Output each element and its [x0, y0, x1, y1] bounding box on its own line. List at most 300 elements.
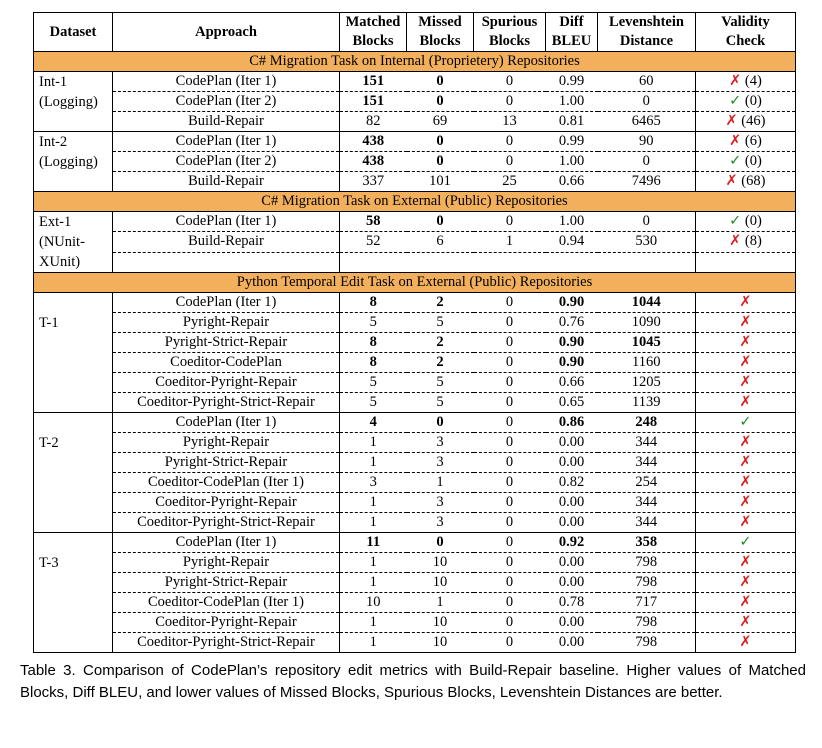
spurious-blocks-cell: 0	[474, 613, 546, 633]
check-icon: ✓	[729, 213, 742, 230]
spurious-blocks-cell: 0	[474, 313, 546, 333]
validity-cell	[696, 152, 796, 172]
check-icon: ✓	[729, 93, 742, 109]
section-title: C# Migration Task on Internal (Proprietery) Repositories	[34, 52, 796, 72]
diff-bleu-cell: 0.90	[558, 294, 585, 310]
validity-cell	[696, 132, 796, 152]
column-header-line: Matched	[345, 14, 401, 30]
spurious-blocks-cell: 0	[474, 132, 546, 152]
cross-icon: ✗	[739, 374, 752, 390]
diff-bleu-cell: 0.90	[546, 333, 598, 353]
column-header-line: Levenshtein	[609, 14, 684, 30]
levenshtein-cell: 798	[598, 613, 696, 633]
cross-icon: ✗	[739, 454, 752, 470]
diff-bleu-cell: 0.00	[546, 553, 598, 573]
spurious-blocks-cell: 0	[474, 593, 546, 613]
dataset-label-line: (NUnit-	[39, 234, 85, 250]
approach-cell: CodePlan (Iter 1)	[113, 132, 340, 152]
levenshtein-cell: 1205	[598, 373, 696, 393]
matched-blocks-cell: 10	[340, 593, 407, 613]
spurious-blocks-cell: 0	[474, 433, 546, 453]
approach-cell: Coeditor-Pyright-Strict-Repair	[113, 393, 340, 413]
table-row	[34, 433, 796, 453]
missed-blocks-cell: 1	[407, 593, 474, 613]
table-row	[34, 533, 796, 553]
approach-cell: Pyright-Strict-Repair	[113, 573, 340, 593]
column-header-line: Diff	[559, 14, 584, 30]
spurious-blocks-cell: 0	[474, 633, 546, 653]
diff-bleu-cell: 0.86	[546, 413, 598, 433]
matched-blocks-cell: 438	[340, 152, 407, 172]
table-row	[34, 172, 796, 192]
levenshtein-cell: 798	[598, 573, 696, 593]
table-row	[34, 373, 796, 393]
validity-cell	[696, 252, 796, 272]
levenshtein-cell: 1044	[631, 294, 661, 310]
validity-count: (0)	[741, 213, 762, 230]
approach-cell: Build-Repair	[113, 232, 340, 252]
diff-bleu-cell: 0.00	[546, 573, 598, 593]
validity-count: (68)	[737, 173, 766, 189]
levenshtein-cell: 798	[598, 633, 696, 653]
matched-blocks-cell: 1	[340, 513, 407, 533]
dataset-label-line	[39, 533, 109, 553]
table-row	[34, 553, 796, 573]
section-title: C# Migration Task on External (Public) Repositories	[34, 192, 796, 212]
levenshtein-cell: 344	[598, 513, 696, 533]
column-header	[598, 13, 696, 52]
diff-bleu-cell: 1.00	[558, 213, 585, 230]
spurious-blocks-cell: 0	[474, 533, 546, 553]
table-row	[34, 212, 796, 232]
table-row	[34, 493, 796, 513]
table-row	[34, 633, 796, 653]
approach-cell: CodePlan (Iter 2)	[113, 152, 340, 172]
matched-blocks-cell	[340, 252, 407, 272]
cross-icon: ✗	[739, 394, 752, 410]
missed-blocks-cell: 5	[407, 313, 474, 333]
table-row	[34, 232, 796, 252]
missed-blocks-cell: 10	[407, 553, 474, 573]
diff-bleu-cell: 0.92	[546, 533, 598, 553]
diff-bleu-cell: 0.00	[546, 613, 598, 633]
missed-blocks-cell: 1	[407, 473, 474, 493]
column-header-line: Blocks	[352, 33, 394, 49]
approach-cell: CodePlan (Iter 1)	[175, 73, 277, 89]
cross-icon: ✗	[739, 334, 752, 350]
column-header-line: Distance	[619, 33, 674, 49]
matched-blocks-cell: 337	[340, 172, 407, 192]
missed-blocks-cell: 5	[407, 373, 474, 393]
matched-blocks-cell: 1	[340, 553, 407, 573]
spurious-blocks-cell: 1	[474, 232, 546, 252]
approach-cell: Coeditor-Pyright-Repair	[113, 613, 340, 633]
missed-blocks-cell: 0	[436, 213, 444, 230]
dataset-cell	[34, 293, 113, 413]
dataset-cell	[34, 72, 113, 132]
approach-cell: Build-Repair	[113, 112, 340, 132]
cross-icon: ✗	[739, 594, 752, 610]
spurious-blocks-cell: 13	[474, 112, 546, 132]
missed-blocks-cell: 69	[407, 112, 474, 132]
diff-bleu-cell: 0.94	[546, 232, 598, 252]
approach-cell: Pyright-Repair	[113, 553, 340, 573]
approach-cell: CodePlan (Iter 1)	[175, 294, 277, 310]
column-header-line: Check	[725, 33, 766, 49]
matched-blocks-cell: 1	[340, 633, 407, 653]
approach-cell	[113, 252, 340, 272]
approach-cell: Pyright-Repair	[113, 433, 340, 453]
validity-cell	[696, 633, 796, 653]
validity-cell	[696, 393, 796, 413]
spurious-blocks-cell: 0	[474, 473, 546, 493]
approach-cell: Coeditor-Pyright-Repair	[113, 373, 340, 393]
check-icon: ✓	[739, 534, 752, 550]
table-row	[34, 152, 796, 172]
section-header-row	[34, 273, 796, 293]
validity-cell	[696, 413, 796, 433]
spurious-blocks-cell: 0	[474, 493, 546, 513]
validity-cell	[696, 453, 796, 473]
approach-cell: CodePlan (Iter 1)	[113, 413, 340, 433]
table-row	[34, 613, 796, 633]
validity-count: (4)	[741, 73, 762, 89]
table-row	[34, 573, 796, 593]
table-row	[34, 293, 796, 313]
validity-cell	[696, 293, 796, 313]
column-header	[474, 13, 546, 52]
column-header	[340, 13, 407, 52]
missed-blocks-cell: 3	[407, 493, 474, 513]
validity-cell	[696, 613, 796, 633]
spurious-blocks-cell: 0	[474, 453, 546, 473]
table-row	[34, 513, 796, 533]
matched-blocks-cell: 5	[340, 373, 407, 393]
matched-blocks-cell: 8	[340, 333, 407, 353]
cross-icon: ✗	[729, 133, 742, 149]
matched-blocks-cell: 3	[340, 473, 407, 493]
matched-blocks-cell: 1	[340, 573, 407, 593]
validity-cell	[696, 373, 796, 393]
missed-blocks-cell: 2	[407, 333, 474, 353]
column-header-line: Spurious	[481, 14, 538, 30]
cross-icon: ✗	[725, 173, 738, 189]
diff-bleu-cell: 0.00	[546, 433, 598, 453]
spurious-blocks-cell: 0	[505, 213, 514, 230]
column-header-line: Blocks	[488, 33, 531, 49]
diff-bleu-cell: 0.81	[546, 112, 598, 132]
approach-cell: Build-Repair	[113, 172, 340, 192]
dataset-cell	[34, 132, 113, 192]
spurious-blocks-cell: 25	[474, 172, 546, 192]
cross-icon: ✗	[739, 474, 752, 490]
validity-count: (0)	[741, 93, 762, 109]
matched-blocks-cell: 4	[340, 413, 407, 433]
matched-blocks-cell: 58	[340, 212, 407, 232]
missed-blocks-cell: 101	[407, 172, 474, 192]
matched-blocks-cell: 5	[340, 393, 407, 413]
table-row	[34, 593, 796, 613]
cross-icon: ✗	[739, 634, 752, 650]
spurious-blocks-cell: 0	[474, 393, 546, 413]
approach-cell: Coeditor-Pyright-Repair	[113, 493, 340, 513]
missed-blocks-cell: 3	[407, 433, 474, 453]
approach-cell: Coeditor-CodePlan	[113, 353, 340, 373]
levenshtein-cell: 254	[598, 473, 696, 493]
cross-icon: ✗	[739, 554, 752, 570]
dataset-label-line: Int-1	[39, 74, 68, 90]
approach-cell: Coeditor-Pyright-Strict-Repair	[113, 633, 340, 653]
missed-blocks-cell: 6	[407, 232, 474, 252]
matched-blocks-cell: 1	[340, 453, 407, 473]
check-icon: ✓	[729, 153, 742, 169]
levenshtein-cell: 60	[639, 73, 654, 89]
column-header-line: Dataset	[49, 23, 97, 40]
approach-cell: Pyright-Repair	[113, 313, 340, 333]
results-table	[33, 12, 796, 653]
matched-blocks-cell: 5	[340, 313, 407, 333]
missed-blocks-cell: 0	[407, 132, 474, 152]
section-title: Python Temporal Edit Task on External (Public) Repositories	[34, 273, 796, 293]
dataset-cell	[34, 533, 113, 653]
matched-blocks-cell: 1	[340, 613, 407, 633]
missed-blocks-cell: 10	[407, 633, 474, 653]
spurious-blocks-cell: 0	[474, 152, 546, 172]
dataset-label-line	[39, 413, 109, 433]
table-row	[34, 313, 796, 333]
dataset-label-line	[39, 293, 109, 313]
diff-bleu-cell: 0.82	[546, 473, 598, 493]
missed-blocks-cell: 5	[407, 393, 474, 413]
dataset-label-line: Int-2	[39, 134, 68, 150]
levenshtein-cell: 6465	[598, 112, 696, 132]
validity-cell	[696, 493, 796, 513]
missed-blocks-cell: 0	[407, 92, 474, 112]
column-header-line: BLEU	[551, 33, 592, 49]
approach-cell: Pyright-Strict-Repair	[113, 453, 340, 473]
validity-cell	[696, 333, 796, 353]
missed-blocks-cell: 0	[407, 152, 474, 172]
missed-blocks-cell	[407, 252, 474, 272]
table-row	[34, 473, 796, 493]
validity-cell	[696, 212, 796, 232]
validity-count: (46)	[737, 113, 766, 129]
approach-cell: CodePlan (Iter 2)	[113, 92, 340, 112]
cross-icon: ✗	[739, 314, 752, 330]
spurious-blocks-cell	[474, 252, 546, 272]
levenshtein-cell: 248	[598, 413, 696, 433]
validity-cell	[696, 553, 796, 573]
spurious-blocks-cell: 0	[505, 294, 514, 310]
validity-cell	[696, 313, 796, 333]
cross-icon: ✗	[729, 233, 742, 250]
cross-icon: ✗	[729, 73, 742, 89]
table-row	[34, 72, 796, 92]
validity-cell	[696, 473, 796, 493]
diff-bleu-cell: 0.65	[546, 393, 598, 413]
cross-icon: ✗	[725, 113, 738, 129]
section-header-row	[34, 52, 796, 72]
dataset-label-line: Ext-1	[39, 214, 72, 230]
column-header	[696, 13, 796, 52]
approach-cell: Coeditor-Pyright-Strict-Repair	[113, 513, 340, 533]
column-header-line: Blocks	[419, 33, 461, 49]
levenshtein-cell: 358	[598, 533, 696, 553]
dataset-label-line: (Logging)	[39, 94, 98, 110]
dataset-cell	[34, 212, 113, 273]
table-row	[34, 453, 796, 473]
section-header-row	[34, 192, 796, 212]
levenshtein-cell: 7496	[598, 172, 696, 192]
approach-cell: Coeditor-CodePlan (Iter 1)	[113, 473, 340, 493]
cross-icon: ✗	[739, 614, 752, 630]
diff-bleu-cell: 0.00	[546, 513, 598, 533]
matched-blocks-cell: 1	[340, 433, 407, 453]
cross-icon: ✗	[739, 514, 752, 530]
validity-cell	[696, 513, 796, 533]
matched-blocks-cell: 438	[340, 132, 407, 152]
diff-bleu-cell: 0.99	[546, 132, 598, 152]
table-header	[34, 13, 796, 52]
diff-bleu-cell: 0.90	[546, 353, 598, 373]
diff-bleu-cell: 1.00	[546, 92, 598, 112]
validity-cell	[696, 112, 796, 132]
validity-cell	[696, 533, 796, 553]
cross-icon: ✗	[739, 574, 752, 590]
dataset-label-line: T-1	[39, 315, 59, 331]
dataset-label-line: XUnit)	[39, 254, 81, 270]
approach-cell: Pyright-Strict-Repair	[113, 333, 340, 353]
levenshtein-cell: 90	[598, 132, 696, 152]
spurious-blocks-cell: 0	[474, 333, 546, 353]
check-icon: ✓	[739, 414, 752, 430]
table-row	[34, 252, 796, 272]
cross-icon: ✗	[739, 354, 752, 370]
approach-cell: CodePlan (Iter 1)	[175, 213, 277, 230]
levenshtein-cell: 1139	[598, 393, 696, 413]
spurious-blocks-cell: 0	[474, 373, 546, 393]
missed-blocks-cell: 10	[407, 613, 474, 633]
validity-cell	[696, 433, 796, 453]
dataset-cell	[34, 413, 113, 533]
diff-bleu-cell: 0.00	[546, 453, 598, 473]
matched-blocks-cell: 1	[340, 493, 407, 513]
spurious-blocks-cell: 0	[474, 92, 546, 112]
cross-icon: ✗	[739, 434, 752, 450]
matched-blocks-cell: 151	[340, 72, 407, 92]
missed-blocks-cell: 10	[407, 573, 474, 593]
levenshtein-cell	[598, 252, 696, 272]
table-row	[34, 353, 796, 373]
matched-blocks-cell: 8	[340, 353, 407, 373]
spurious-blocks-cell: 0	[474, 553, 546, 573]
levenshtein-cell: 0	[598, 152, 696, 172]
levenshtein-cell: 717	[598, 593, 696, 613]
cross-icon: ✗	[739, 294, 752, 310]
column-header	[407, 13, 474, 52]
matched-blocks-cell: 8	[340, 293, 407, 313]
table-row	[34, 132, 796, 152]
diff-bleu-cell: 0.00	[546, 493, 598, 513]
levenshtein-cell: 344	[598, 493, 696, 513]
dataset-label-line: T-3	[39, 555, 59, 571]
table-row	[34, 112, 796, 132]
missed-blocks-cell: 3	[407, 453, 474, 473]
column-header-line: Missed	[418, 14, 462, 30]
spurious-blocks-cell: 0	[474, 353, 546, 373]
table-row	[34, 393, 796, 413]
table-row	[34, 413, 796, 433]
approach-cell: Coeditor-CodePlan (Iter 1)	[113, 593, 340, 613]
spurious-blocks-cell: 0	[474, 513, 546, 533]
dataset-label-line: T-2	[39, 435, 59, 451]
validity-cell	[696, 573, 796, 593]
dataset-label-line: (Logging)	[39, 154, 98, 170]
missed-blocks-cell: 3	[407, 513, 474, 533]
missed-blocks-cell: 2	[407, 353, 474, 373]
missed-blocks-cell: 0	[407, 533, 474, 553]
levenshtein-cell: 344	[598, 433, 696, 453]
validity-count: (8)	[741, 233, 762, 250]
missed-blocks-cell: 2	[436, 294, 444, 310]
validity-cell	[696, 232, 796, 252]
validity-cell	[696, 92, 796, 112]
approach-cell: CodePlan (Iter 1)	[113, 533, 340, 553]
cross-icon: ✗	[739, 494, 752, 510]
table-body	[34, 52, 796, 653]
matched-blocks-cell: 11	[340, 533, 407, 553]
column-header-line: Approach	[195, 23, 257, 40]
diff-bleu-cell	[546, 252, 598, 272]
levenshtein-cell: 0	[642, 213, 650, 230]
validity-cell	[696, 353, 796, 373]
validity-cell	[696, 172, 796, 192]
column-header	[34, 13, 113, 52]
table-row	[34, 333, 796, 353]
matched-blocks-cell: 82	[340, 112, 407, 132]
missed-blocks-cell: 0	[407, 413, 474, 433]
diff-bleu-cell: 1.00	[546, 152, 598, 172]
spurious-blocks-cell: 0	[474, 413, 546, 433]
matched-blocks-cell: 151	[340, 92, 407, 112]
missed-blocks-cell: 0	[436, 73, 444, 89]
diff-bleu-cell: 0.99	[558, 73, 585, 89]
levenshtein-cell: 1045	[598, 333, 696, 353]
diff-bleu-cell: 0.78	[546, 593, 598, 613]
spurious-blocks-cell: 0	[474, 573, 546, 593]
table-caption: Table 3. Comparison of CodePlan’s repository edit metrics with Build-Repair baseline. Higher values of Matched Blocks, Diff BLEU, and lower values of Missed Blocks, Spurious Blocks, Levenshtein Distances are better.	[20, 662, 806, 701]
levenshtein-cell: 530	[598, 232, 696, 252]
diff-bleu-cell: 0.76	[546, 313, 598, 333]
column-header-line: Validity	[721, 14, 770, 30]
diff-bleu-cell: 0.00	[546, 633, 598, 653]
validity-cell	[696, 72, 796, 92]
validity-cell	[696, 593, 796, 613]
spurious-blocks-cell: 0	[505, 73, 514, 89]
diff-bleu-cell: 0.66	[546, 373, 598, 393]
validity-count: (0)	[741, 153, 762, 169]
levenshtein-cell: 1160	[598, 353, 696, 373]
levenshtein-cell: 798	[598, 553, 696, 573]
validity-count: (6)	[741, 133, 762, 149]
matched-blocks-cell: 52	[340, 232, 407, 252]
column-header	[546, 13, 598, 52]
column-header	[113, 13, 340, 52]
levenshtein-cell: 1090	[598, 313, 696, 333]
diff-bleu-cell: 0.66	[546, 172, 598, 192]
levenshtein-cell: 344	[598, 453, 696, 473]
table-row	[34, 92, 796, 112]
